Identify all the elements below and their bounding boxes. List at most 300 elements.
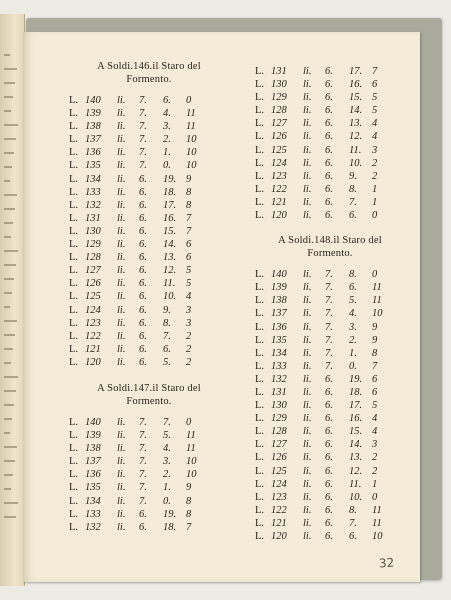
- lire-value: 6.: [139, 330, 147, 342]
- facing-page-text-fragment: [4, 320, 17, 322]
- soldi-value: 11.: [163, 278, 176, 290]
- soldi-value: 7.: [163, 416, 171, 428]
- facing-page-text-fragment: [4, 54, 10, 56]
- quantity: 133: [85, 186, 101, 198]
- denari-value: 3: [186, 317, 192, 329]
- facing-page-text-fragment: [4, 404, 14, 406]
- libra-prefix: L.: [69, 186, 79, 198]
- libra-prefix: L.: [69, 265, 79, 277]
- lire-unit: li.: [117, 508, 126, 520]
- lire-value: 7.: [325, 334, 333, 346]
- soldi-value: 8.: [163, 317, 171, 329]
- lire-unit: li.: [117, 160, 126, 172]
- libra-prefix: L.: [255, 400, 265, 412]
- quantity: 123: [271, 491, 287, 503]
- table-row: [255, 466, 405, 479]
- libra-prefix: L.: [69, 199, 79, 211]
- denari-value: 9: [372, 321, 378, 333]
- soldi-value: 0.: [163, 495, 171, 507]
- libra-prefix: L.: [255, 66, 265, 77]
- facing-page-text-fragment: [4, 68, 17, 70]
- lire-value: 6.: [325, 426, 333, 438]
- soldi-value: 16.: [349, 79, 363, 91]
- lire-unit: li.: [303, 196, 312, 208]
- denari-value: 8: [186, 186, 192, 198]
- denari-value: 7: [372, 360, 378, 372]
- libra-prefix: L.: [69, 160, 79, 172]
- lire-unit: li.: [303, 360, 312, 372]
- table-row: [69, 239, 229, 252]
- denari-value: 8: [186, 508, 192, 520]
- lire-value: 6.: [325, 196, 333, 208]
- soldi-value: 8.: [349, 269, 357, 281]
- denari-value: 2: [372, 170, 378, 182]
- libra-prefix: L.: [255, 92, 265, 104]
- soldi-value: 18.: [163, 186, 177, 198]
- lire-value: 6.: [325, 386, 333, 398]
- facing-page-text-fragment: [4, 236, 11, 238]
- lire-value: 6.: [139, 304, 147, 316]
- lire-unit: li.: [117, 291, 126, 303]
- libra-prefix: L.: [69, 173, 79, 185]
- right-column: [255, 32, 405, 544]
- quantity: 130: [85, 225, 101, 237]
- table-row: [69, 147, 229, 160]
- lire-unit: li.: [303, 439, 312, 451]
- denari-value: 5: [186, 265, 192, 277]
- denari-value: 9: [372, 334, 378, 346]
- table-row: [69, 160, 229, 173]
- table-row: [255, 308, 405, 321]
- facing-page-text-fragment: [4, 348, 13, 350]
- lire-value: 6.: [325, 517, 333, 529]
- libra-prefix: L.: [69, 252, 79, 264]
- lire-value: 6.: [325, 439, 333, 451]
- facing-page-text-fragment: [4, 96, 13, 98]
- soldi-value: 12.: [163, 265, 177, 277]
- lire-value: 7.: [325, 295, 333, 307]
- lire-unit: li.: [303, 157, 312, 169]
- lire-value: 6.: [139, 317, 147, 329]
- libra-prefix: L.: [255, 308, 265, 320]
- soldi-value: 2.: [163, 469, 171, 481]
- facing-page-text-fragment: [4, 278, 14, 280]
- soldi-value: 5.: [163, 430, 171, 442]
- soldi-value: 7.: [349, 517, 357, 529]
- lire-value: 7.: [325, 269, 333, 281]
- quantity: 131: [271, 66, 287, 77]
- lire-value: 7.: [325, 347, 333, 359]
- lire-unit: li.: [117, 304, 126, 316]
- quantity: 138: [85, 443, 101, 455]
- facing-page-text-fragment: [4, 502, 18, 504]
- soldi-value: 11.: [349, 478, 362, 490]
- table-row: [69, 187, 229, 200]
- libra-prefix: L.: [255, 170, 265, 182]
- denari-value: 1: [372, 478, 378, 490]
- quantity: 133: [85, 508, 101, 520]
- table-row: [69, 357, 229, 370]
- denari-value: 5: [372, 400, 378, 412]
- quantity: 132: [271, 373, 287, 385]
- lire-value: 7.: [139, 416, 147, 428]
- quantity: 136: [85, 147, 101, 159]
- soldi-value: 17.: [163, 199, 177, 211]
- quantity: 138: [271, 295, 287, 307]
- quantity: 121: [271, 196, 287, 208]
- libra-prefix: L.: [255, 413, 265, 425]
- quantity: 125: [271, 465, 287, 477]
- lire-unit: li.: [117, 173, 126, 185]
- lire-unit: li.: [117, 317, 126, 329]
- table-row: [69, 318, 229, 331]
- lire-unit: li.: [117, 495, 126, 507]
- denari-value: 3: [372, 439, 378, 451]
- document-page: [23, 32, 420, 582]
- table-row: [69, 121, 229, 134]
- quantity: 124: [271, 478, 287, 490]
- quantity: 134: [271, 347, 287, 359]
- denari-value: 11: [186, 108, 196, 120]
- libra-prefix: L.: [69, 95, 79, 106]
- lire-unit: li.: [303, 531, 312, 542]
- quantity: 133: [271, 360, 287, 372]
- lire-value: 7.: [139, 456, 147, 468]
- denari-value: 2: [372, 157, 378, 169]
- denari-value: 0: [186, 416, 192, 428]
- libra-prefix: L.: [69, 508, 79, 520]
- lire-unit: li.: [303, 144, 312, 156]
- lire-unit: li.: [117, 134, 126, 146]
- lire-unit: li.: [303, 282, 312, 294]
- lire-value: 7.: [139, 495, 147, 507]
- lire-unit: li.: [117, 278, 126, 290]
- quantity: 136: [85, 469, 101, 481]
- quantity: 138: [85, 121, 101, 133]
- table-row: [69, 305, 229, 318]
- lire-value: 6.: [325, 373, 333, 385]
- lire-unit: li.: [303, 478, 312, 490]
- denari-value: 10: [372, 531, 383, 542]
- quantity: 128: [271, 105, 287, 117]
- table-row: [255, 387, 405, 400]
- libra-prefix: L.: [69, 291, 79, 303]
- denari-value: 10: [372, 308, 383, 320]
- lire-unit: li.: [117, 430, 126, 442]
- lire-value: 6.: [325, 478, 333, 490]
- libra-prefix: L.: [69, 317, 79, 329]
- quantity: 137: [85, 456, 101, 468]
- denari-value: 11: [186, 443, 196, 455]
- soldi-value: 18.: [163, 521, 177, 533]
- denari-value: 10: [186, 160, 197, 172]
- table-row: [69, 108, 229, 121]
- lire-value: 6.: [325, 66, 333, 77]
- section-subtitle: Formento.: [126, 74, 172, 85]
- denari-value: 0: [372, 210, 378, 222]
- soldi-value: 7.: [163, 330, 171, 342]
- lire-value: 7.: [325, 321, 333, 333]
- quantity: 139: [85, 108, 101, 120]
- table-row: [69, 522, 229, 535]
- denari-value: 2: [186, 356, 192, 368]
- soldi-value: 4.: [163, 443, 171, 455]
- quantity: 121: [85, 343, 101, 355]
- quantity: 123: [271, 170, 287, 182]
- denari-value: 10: [186, 147, 197, 159]
- table-row: [69, 430, 229, 443]
- quantity: 125: [271, 144, 287, 156]
- denari-value: 4: [372, 426, 378, 438]
- table-row: [69, 496, 229, 509]
- soldi-value: 10.: [163, 291, 177, 303]
- lire-value: 6.: [325, 400, 333, 412]
- denari-value: 0: [186, 95, 192, 106]
- quantity: 129: [271, 92, 287, 104]
- denari-value: 11: [186, 430, 196, 442]
- lire-value: 7.: [139, 121, 147, 133]
- libra-prefix: L.: [255, 210, 265, 222]
- facing-page-text-fragment: [4, 166, 12, 168]
- lire-unit: li.: [303, 504, 312, 516]
- table-row: [255, 413, 405, 426]
- denari-value: 11: [372, 504, 382, 516]
- libra-prefix: L.: [255, 373, 265, 385]
- facing-page-text-fragment: [4, 82, 15, 84]
- quantity: 122: [271, 183, 287, 195]
- lire-value: 6.: [139, 291, 147, 303]
- lire-unit: li.: [303, 210, 312, 222]
- table-row: [69, 252, 229, 265]
- denari-value: 2: [186, 343, 192, 355]
- lire-value: 6.: [139, 252, 147, 264]
- facing-page-text-fragment: [4, 264, 16, 266]
- denari-value: 4: [186, 291, 192, 303]
- soldi-value: 6.: [349, 531, 357, 542]
- facing-page-text-fragment: [4, 222, 13, 224]
- denari-value: 5: [372, 105, 378, 117]
- table-row: [255, 92, 405, 105]
- table-row: [255, 197, 405, 210]
- soldi-value: 14.: [349, 439, 363, 451]
- libra-prefix: L.: [69, 456, 79, 468]
- lire-value: 7.: [325, 308, 333, 320]
- table-row: [255, 348, 405, 361]
- lire-value: 7.: [325, 360, 333, 372]
- quantity: 132: [85, 199, 101, 211]
- facing-page-text-fragment: [4, 250, 18, 252]
- lire-value: 6.: [325, 170, 333, 182]
- soldi-value: 5.: [163, 356, 171, 368]
- denari-value: 9: [186, 173, 192, 185]
- lire-unit: li.: [303, 386, 312, 398]
- lire-unit: li.: [303, 66, 312, 77]
- denari-value: 11: [372, 282, 382, 294]
- lire-value: 7.: [139, 108, 147, 120]
- facing-page-text-fragment: [4, 362, 11, 364]
- quantity: 127: [85, 265, 101, 277]
- table-row: [255, 118, 405, 131]
- quantity: 128: [271, 426, 287, 438]
- lire-unit: li.: [117, 469, 126, 481]
- libra-prefix: L.: [255, 347, 265, 359]
- denari-value: 0: [372, 269, 378, 281]
- quantity: 120: [271, 210, 287, 222]
- lire-value: 7.: [139, 482, 147, 494]
- section-subtitle: Formento.: [307, 248, 353, 260]
- soldi-value: 6.: [163, 95, 171, 106]
- lire-unit: li.: [303, 465, 312, 477]
- libra-prefix: L.: [255, 131, 265, 143]
- table-row: [255, 322, 405, 335]
- table-row: [255, 335, 405, 348]
- lire-unit: li.: [117, 108, 126, 120]
- lire-value: 7.: [139, 95, 147, 106]
- table-row: [255, 518, 405, 531]
- soldi-value: 0.: [349, 360, 357, 372]
- table-row: [69, 265, 229, 278]
- table-row: [255, 184, 405, 197]
- soldi-value: 0.: [163, 160, 171, 172]
- lire-value: 6.: [139, 508, 147, 520]
- lire-value: 6.: [325, 465, 333, 477]
- table-row: [69, 344, 229, 357]
- libra-prefix: L.: [69, 134, 79, 146]
- libra-prefix: L.: [69, 239, 79, 251]
- soldi-value: 10.: [349, 157, 363, 169]
- lire-value: 6.: [325, 183, 333, 195]
- left-column: [69, 32, 229, 535]
- soldi-value: 9.: [349, 170, 357, 182]
- table-row: [255, 282, 405, 295]
- soldi-value: 8.: [349, 183, 357, 195]
- denari-value: 8: [372, 347, 378, 359]
- libra-prefix: L.: [69, 147, 79, 159]
- soldi-value: 13.: [163, 252, 177, 264]
- lire-value: 7.: [139, 443, 147, 455]
- table-row: [255, 66, 405, 79]
- lire-unit: li.: [303, 183, 312, 195]
- quantity: 122: [85, 330, 101, 342]
- table-row: [69, 443, 229, 456]
- lire-value: 6.: [325, 504, 333, 516]
- quantity: 139: [85, 430, 101, 442]
- lire-unit: li.: [303, 491, 312, 503]
- libra-prefix: L.: [255, 79, 265, 91]
- facing-page-text-fragment: [4, 460, 15, 462]
- section-subtitle: Formento.: [126, 395, 172, 407]
- quantity: 139: [271, 282, 287, 294]
- lire-unit: li.: [117, 121, 126, 133]
- soldi-value: 15.: [349, 92, 363, 104]
- facing-page-text-fragment: [4, 208, 15, 210]
- quantity: 127: [271, 118, 287, 130]
- lire-unit: li.: [117, 456, 126, 468]
- table-row: [255, 531, 405, 544]
- soldi-value: 19.: [163, 508, 177, 520]
- libra-prefix: L.: [255, 183, 265, 195]
- soldi-value: 16.: [163, 212, 177, 224]
- lire-unit: li.: [117, 356, 126, 368]
- libra-prefix: L.: [69, 330, 79, 342]
- lire-value: 6.: [139, 265, 147, 277]
- libra-prefix: L.: [255, 157, 265, 169]
- libra-prefix: L.: [69, 225, 79, 237]
- lire-value: 6.: [139, 356, 147, 368]
- soldi-value: 6.: [163, 343, 171, 355]
- libra-prefix: L.: [255, 269, 265, 281]
- soldi-value: 1.: [163, 482, 171, 494]
- libra-prefix: L.: [69, 356, 79, 368]
- quantity: 125: [85, 291, 101, 303]
- price-table: [69, 95, 229, 370]
- quantity: 137: [271, 308, 287, 320]
- lire-value: 7.: [325, 282, 333, 294]
- denari-value: 11: [372, 517, 382, 529]
- libra-prefix: L.: [69, 108, 79, 120]
- denari-value: 7: [186, 521, 192, 533]
- lire-value: 6.: [325, 92, 333, 104]
- libra-prefix: L.: [69, 304, 79, 316]
- table-row: [255, 439, 405, 452]
- denari-value: 1: [372, 183, 378, 195]
- soldi-value: 12.: [349, 465, 363, 477]
- denari-value: 1: [372, 196, 378, 208]
- denari-value: 2: [372, 465, 378, 477]
- table-row: [255, 505, 405, 518]
- facing-page-text-fragment: [4, 292, 12, 294]
- denari-value: 11: [372, 295, 382, 307]
- lire-value: 6.: [139, 225, 147, 237]
- libra-prefix: L.: [255, 386, 265, 398]
- libra-prefix: L.: [255, 439, 265, 451]
- libra-prefix: L.: [69, 343, 79, 355]
- soldi-value: 12.: [349, 131, 363, 143]
- libra-prefix: L.: [69, 121, 79, 133]
- price-table: [255, 66, 405, 223]
- table-row: [255, 171, 405, 184]
- lire-unit: li.: [303, 308, 312, 320]
- lire-value: 7.: [139, 430, 147, 442]
- lire-unit: li.: [117, 265, 126, 277]
- section-title: A Soldi.148.il Staro del: [278, 235, 382, 247]
- quantity: 126: [85, 278, 101, 290]
- lire-unit: li.: [117, 239, 126, 251]
- lire-value: 6.: [139, 239, 147, 251]
- quantity: 122: [271, 504, 287, 516]
- denari-value: 5: [186, 278, 192, 290]
- lire-value: 6.: [139, 278, 147, 290]
- lire-value: 6.: [139, 173, 147, 185]
- lire-value: 7.: [139, 160, 147, 172]
- denari-value: 6: [186, 252, 192, 264]
- soldi-value: 4.: [349, 308, 357, 320]
- denari-value: 5: [372, 92, 378, 104]
- facing-page-text-fragment: [4, 180, 10, 182]
- libra-prefix: L.: [255, 426, 265, 438]
- facing-page-text-fragment: [4, 194, 17, 196]
- facing-page-text-fragment: [4, 110, 11, 112]
- quantity: 130: [271, 400, 287, 412]
- lire-unit: li.: [117, 521, 126, 533]
- lire-value: 6.: [325, 531, 333, 542]
- soldi-value: 14.: [163, 239, 177, 251]
- lire-unit: li.: [303, 452, 312, 464]
- libra-prefix: L.: [255, 321, 265, 333]
- denari-value: 2: [372, 452, 378, 464]
- libra-prefix: L.: [69, 521, 79, 533]
- lire-unit: li.: [303, 413, 312, 425]
